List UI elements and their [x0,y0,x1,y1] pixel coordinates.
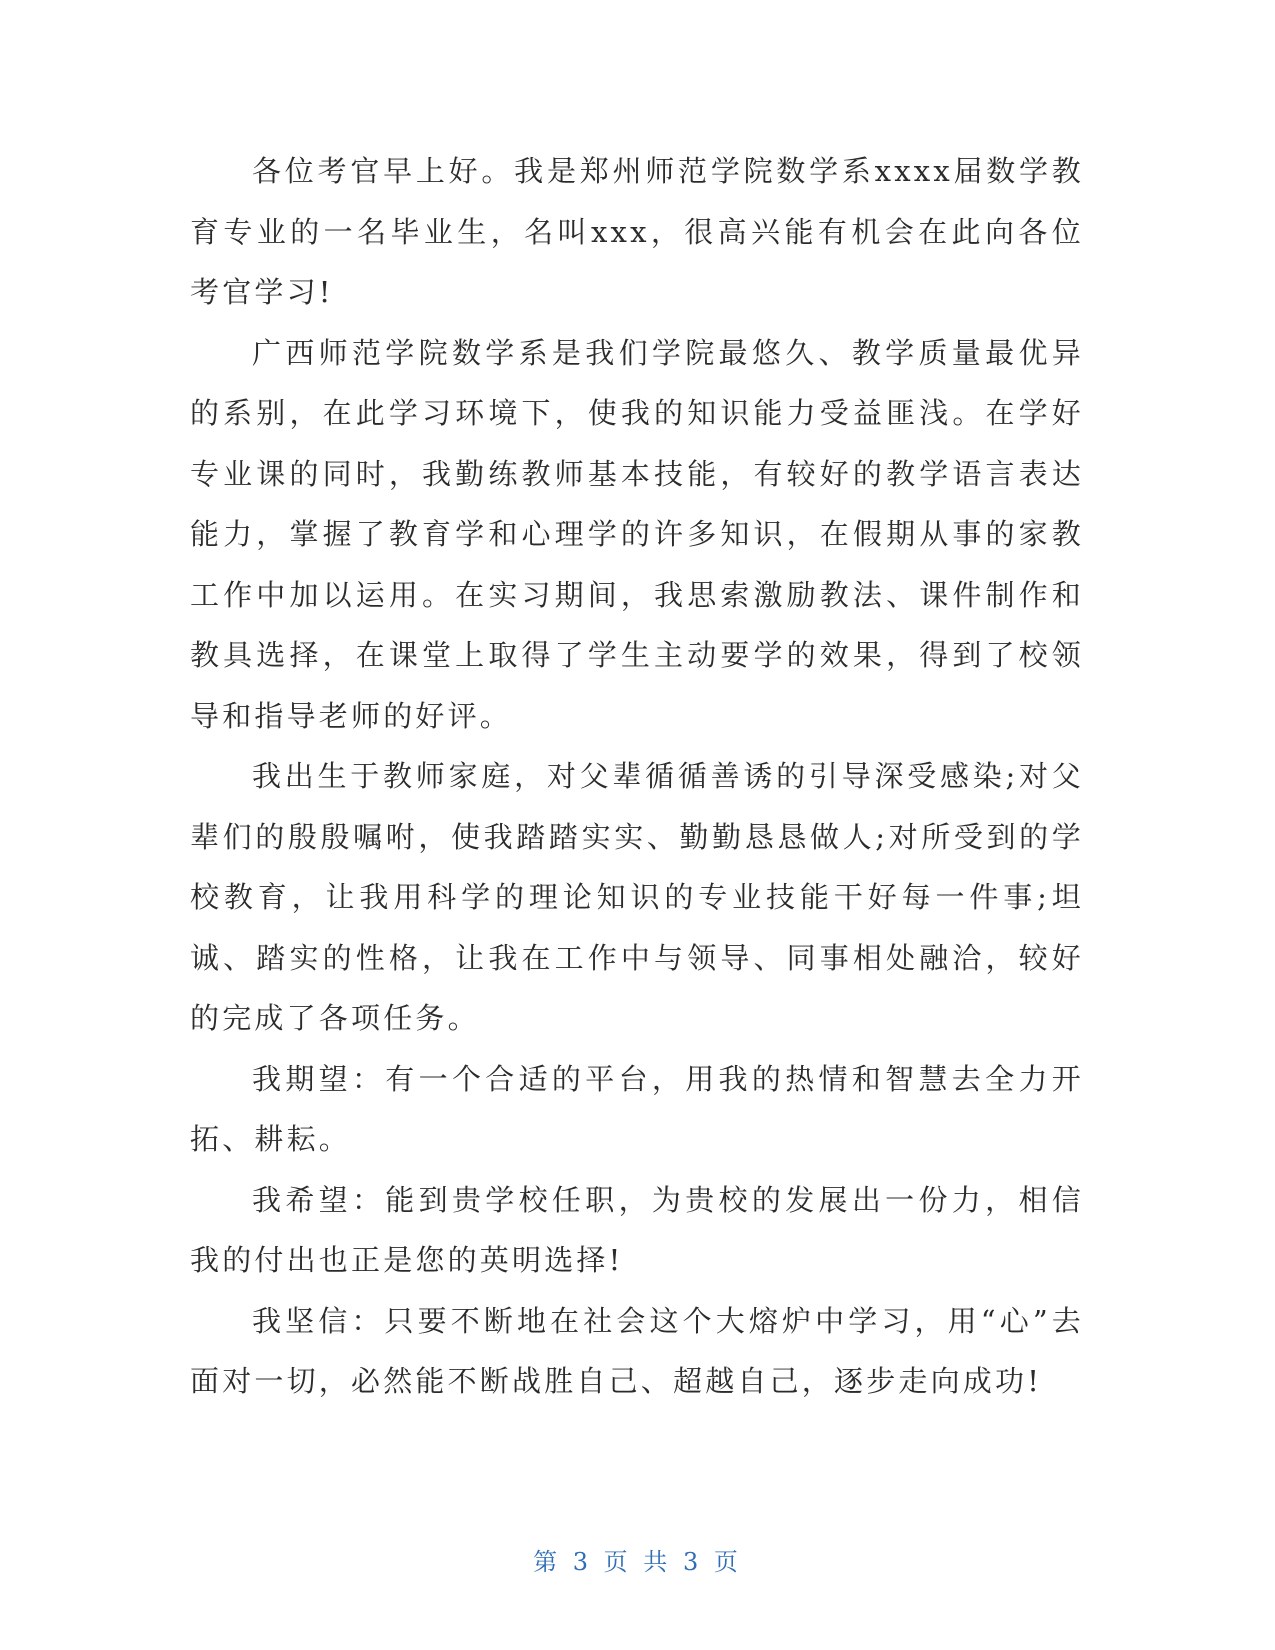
paragraph-education: 广西师范学院数学系是我们学院最悠久、教学质量最优异的系别，在此学习环境下，使我的知识能力受益匪浅。在学好专业课的同时，我勤练教师基本技能，有较好的教学语言表达能力，掌握了教育学和心理学的许多知识，在假期从事的家教工作中加以运用。在实习期间，我思索激励教法、课件制作和教具选择，在课堂上取得了学生主动要学的效果，得到了校领导和指导老师的好评。 [190,335,1084,733]
paragraph-hope: 我希望：能到贵学校任职，为贵校的发展出一份力，相信我的付出也正是您的英明选择! [190,1182,1084,1277]
page-number-footer: 第 3 页 共 3 页 [533,1548,742,1576]
paragraph-greeting: 各位考官早上好。我是郑州师范学院数学系xxxx届数学教育专业的一名毕业生，名叫xxx，很高兴能有机会在此向各位考官学习! [190,154,1084,309]
paragraph-belief: 我坚信：只要不断地在社会这个大熔炉中学习，用“心”去面对一切，必然能不断战胜自己、超越自己，逐步走向成功! [190,1303,1084,1398]
paragraph-expectation: 我期望：有一个合适的平台，用我的热情和智慧去全力开拓、耕耘。 [190,1061,1084,1156]
paragraph-background: 我出生于教师家庭，对父辈循循善诱的引导深受感染;对父辈们的殷殷嘱咐，使我踏踏实实、勤勤恳恳做人;对所受到的学校教育，让我用科学的理论知识的专业技能干好每一件事;坦诚、踏实的性格，让我在工作中与领导、同事相处融洽，较好的完成了各项任务。 [190,759,1084,1035]
document-body [190,141,1084,1412]
